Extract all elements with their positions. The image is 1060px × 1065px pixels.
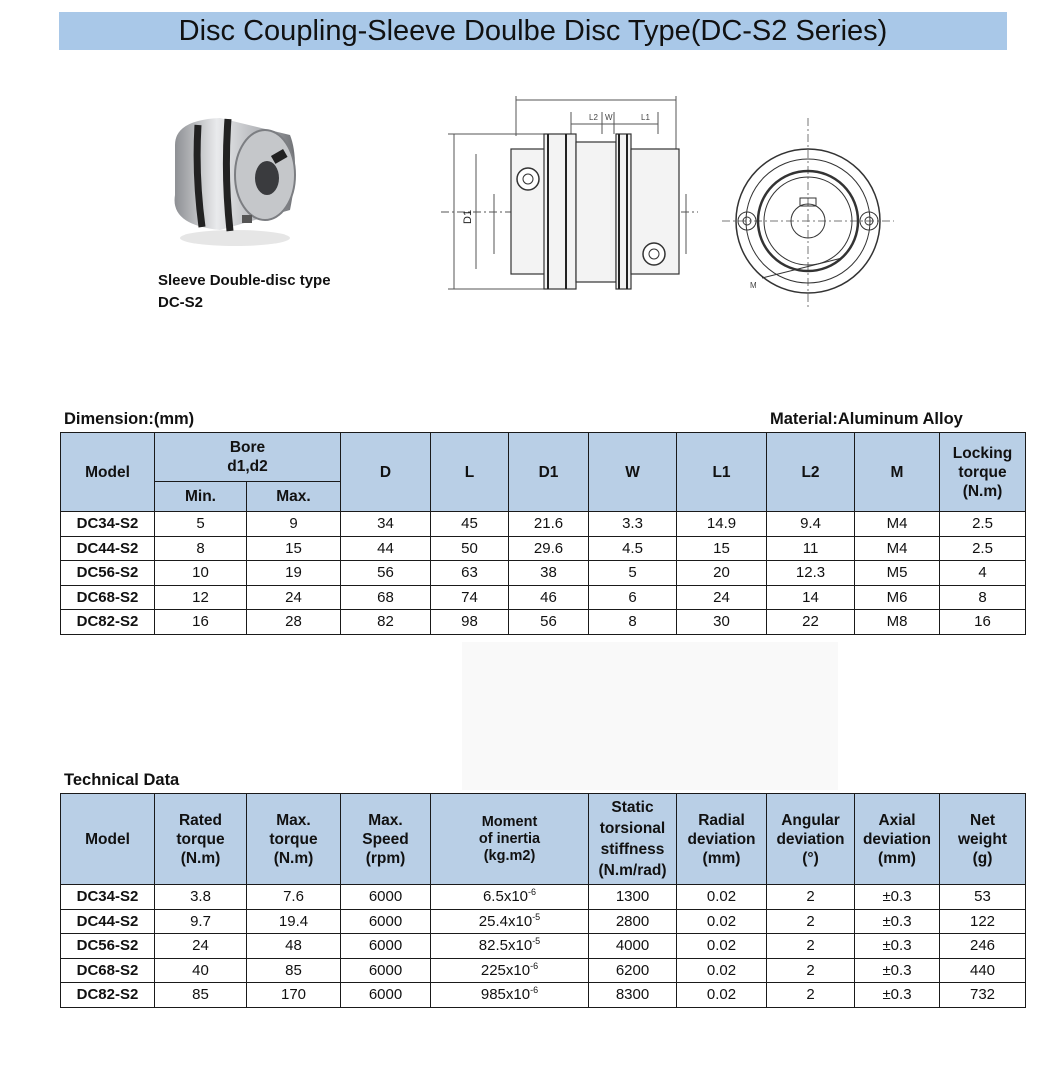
- model-cell: DC82-S2: [61, 610, 155, 635]
- value-cell: M6: [855, 585, 940, 610]
- value-cell: 50: [431, 536, 509, 561]
- col-w: W: [589, 433, 677, 512]
- technical-row: [61, 934, 1026, 959]
- value-cell: 12.3: [767, 561, 855, 586]
- caption-line2: DC-S2: [158, 294, 204, 311]
- col-d1: D1: [509, 433, 589, 512]
- value-cell: 3.3: [589, 512, 677, 537]
- technical-row: [61, 885, 1026, 910]
- value-cell: 38: [509, 561, 589, 586]
- model-cell: DC44-S2: [61, 536, 155, 561]
- dimension-row: [61, 585, 1026, 610]
- value-cell: 15: [247, 536, 341, 561]
- stiffness-cell: 2800: [589, 909, 677, 934]
- value-cell: 45: [431, 512, 509, 537]
- value-cell: 24: [677, 585, 767, 610]
- value-cell: M4: [855, 536, 940, 561]
- model-cell: DC44-S2: [61, 909, 155, 934]
- col-bore: Bore d1,d2: [155, 433, 341, 482]
- value-cell: 2.5: [940, 512, 1026, 537]
- caption-line1: Sleeve Double-disc type: [158, 272, 331, 289]
- rated-cell: 3.8: [155, 885, 247, 910]
- value-cell: M8: [855, 610, 940, 635]
- value-cell: 16: [155, 610, 247, 635]
- d1-label: D1: [462, 209, 474, 224]
- value-cell: 46: [509, 585, 589, 610]
- value-cell: 10: [155, 561, 247, 586]
- technical-row: [61, 958, 1026, 983]
- value-cell: 9: [247, 512, 341, 537]
- stiffness-cell: 6200: [589, 958, 677, 983]
- dimension-row: [61, 512, 1026, 537]
- m-label: M: [750, 281, 757, 290]
- tcol-model: Model: [61, 794, 155, 885]
- axial-cell: ±0.3: [855, 885, 940, 910]
- technical-heading: Technical Data: [64, 771, 180, 789]
- inertia-base: 225x10: [480, 961, 531, 979]
- dimension-row: [61, 561, 1026, 586]
- value-cell: 5: [589, 561, 677, 586]
- value-cell: M5: [855, 561, 940, 586]
- page-title: Disc Coupling-Sleeve Doulbe Disc Type(DC-S2 Series): [59, 12, 1007, 50]
- value-cell: 4: [940, 561, 1026, 586]
- inertia-cell: [431, 885, 589, 910]
- value-cell: 68: [341, 585, 431, 610]
- model-cell: DC34-S2: [61, 512, 155, 537]
- value-cell: M4: [855, 512, 940, 537]
- value-cell: 14: [767, 585, 855, 610]
- value-cell: 82: [341, 610, 431, 635]
- max-cell: 19.4: [247, 909, 341, 934]
- inertia-exponent: -6: [530, 985, 539, 996]
- value-cell: 56: [509, 610, 589, 635]
- axial-cell: ±0.3: [855, 983, 940, 1008]
- inertia-cell: [431, 958, 589, 983]
- inertia-cell: [431, 909, 589, 934]
- value-cell: 56: [341, 561, 431, 586]
- rated-cell: 40: [155, 958, 247, 983]
- radial-cell: 0.02: [677, 983, 767, 1008]
- speed-cell: 6000: [341, 885, 431, 910]
- angular-cell: 2: [767, 909, 855, 934]
- front-view-drawing: [722, 118, 894, 308]
- inertia-exponent: -6: [528, 887, 537, 898]
- model-cell: DC56-S2: [61, 934, 155, 959]
- model-cell: DC82-S2: [61, 983, 155, 1008]
- col-locking: Locking torque (N.m): [940, 433, 1026, 512]
- tcol-weight: Net weight (g): [940, 794, 1026, 885]
- value-cell: 8: [940, 585, 1026, 610]
- max-cell: 48: [247, 934, 341, 959]
- rated-cell: 24: [155, 934, 247, 959]
- value-cell: 4.5: [589, 536, 677, 561]
- dimension-table: [60, 432, 1026, 635]
- technical-table: [60, 793, 1026, 1008]
- value-cell: 9.4: [767, 512, 855, 537]
- max-cell: 85: [247, 958, 341, 983]
- radial-cell: 0.02: [677, 958, 767, 983]
- model-cell: DC68-S2: [61, 958, 155, 983]
- value-cell: 8: [589, 610, 677, 635]
- col-l2: L2: [767, 433, 855, 512]
- weight-cell: 53: [940, 885, 1026, 910]
- value-cell: 20: [677, 561, 767, 586]
- l1-label: L1: [641, 113, 650, 122]
- value-cell: 63: [431, 561, 509, 586]
- value-cell: 19: [247, 561, 341, 586]
- product-photo: [150, 100, 320, 250]
- w-label: W: [605, 113, 613, 122]
- stiffness-cell: 8300: [589, 983, 677, 1008]
- dimension-heading: Dimension:(mm): [64, 410, 195, 428]
- weight-cell: 246: [940, 934, 1026, 959]
- value-cell: 8: [155, 536, 247, 561]
- max-cell: 170: [247, 983, 341, 1008]
- stiffness-cell: 1300: [589, 885, 677, 910]
- value-cell: 15: [677, 536, 767, 561]
- material-label: Material:Aluminum Alloy: [770, 410, 963, 428]
- model-cell: DC56-S2: [61, 561, 155, 586]
- value-cell: 29.6: [509, 536, 589, 561]
- col-l: L: [431, 433, 509, 512]
- dimension-row: [61, 536, 1026, 561]
- model-cell: DC68-S2: [61, 585, 155, 610]
- rated-cell: 9.7: [155, 909, 247, 934]
- watermark: [462, 642, 838, 790]
- value-cell: 34: [341, 512, 431, 537]
- tcol-maxtorque: Max. torque (N.m): [247, 794, 341, 885]
- value-cell: 24: [247, 585, 341, 610]
- tcol-radial: Radial deviation (mm): [677, 794, 767, 885]
- speed-cell: 6000: [341, 934, 431, 959]
- inertia-base: 985x10: [480, 986, 531, 1004]
- inertia-exponent: -6: [530, 960, 539, 971]
- speed-cell: 6000: [341, 983, 431, 1008]
- tcol-axial: Axial deviation (mm): [855, 794, 940, 885]
- value-cell: 21.6: [509, 512, 589, 537]
- inertia-exponent: -5: [532, 911, 541, 922]
- col-bore-min: Min.: [155, 482, 247, 512]
- col-m: M: [855, 433, 940, 512]
- value-cell: 12: [155, 585, 247, 610]
- value-cell: 11: [767, 536, 855, 561]
- product-caption: [158, 270, 331, 314]
- angular-cell: 2: [767, 958, 855, 983]
- col-d: D: [341, 433, 431, 512]
- radial-cell: 0.02: [677, 909, 767, 934]
- weight-cell: 440: [940, 958, 1026, 983]
- axial-cell: ±0.3: [855, 909, 940, 934]
- value-cell: 5: [155, 512, 247, 537]
- value-cell: 16: [940, 610, 1026, 635]
- axial-cell: ±0.3: [855, 958, 940, 983]
- radial-cell: 0.02: [677, 934, 767, 959]
- col-l1: L1: [677, 433, 767, 512]
- value-cell: 6: [589, 585, 677, 610]
- inertia-cell: [431, 983, 589, 1008]
- dimension-row: [61, 610, 1026, 635]
- inertia-base: 6.5x10: [482, 888, 529, 906]
- side-view-drawing: [436, 94, 706, 304]
- tcol-rated: Rated torque (N.m): [155, 794, 247, 885]
- speed-cell: 6000: [341, 909, 431, 934]
- technical-row: [61, 909, 1026, 934]
- model-cell: DC34-S2: [61, 885, 155, 910]
- inertia-cell: [431, 934, 589, 959]
- value-cell: 98: [431, 610, 509, 635]
- speed-cell: 6000: [341, 958, 431, 983]
- tcol-stiffness: Static torsional stiffness (N.m/rad): [589, 794, 677, 885]
- weight-cell: 732: [940, 983, 1026, 1008]
- tcol-angular: Angular deviation (°): [767, 794, 855, 885]
- value-cell: 44: [341, 536, 431, 561]
- value-cell: 14.9: [677, 512, 767, 537]
- value-cell: 22: [767, 610, 855, 635]
- weight-cell: 122: [940, 909, 1026, 934]
- col-model: Model: [61, 433, 155, 512]
- stiffness-cell: 4000: [589, 934, 677, 959]
- value-cell: 30: [677, 610, 767, 635]
- angular-cell: 2: [767, 983, 855, 1008]
- tcol-speed: Max. Speed (rpm): [341, 794, 431, 885]
- tcol-inertia: Moment of inertia (kg.m2): [431, 794, 589, 885]
- value-cell: 74: [431, 585, 509, 610]
- col-bore-max: Max.: [247, 482, 341, 512]
- radial-cell: 0.02: [677, 885, 767, 910]
- inertia-base: 82.5x10: [478, 937, 533, 955]
- axial-cell: ±0.3: [855, 934, 940, 959]
- inertia-exponent: -5: [532, 936, 541, 947]
- rated-cell: 85: [155, 983, 247, 1008]
- angular-cell: 2: [767, 934, 855, 959]
- inertia-base: 25.4x10: [478, 912, 533, 930]
- max-cell: 7.6: [247, 885, 341, 910]
- value-cell: 2.5: [940, 536, 1026, 561]
- technical-row: [61, 983, 1026, 1008]
- angular-cell: 2: [767, 885, 855, 910]
- value-cell: 28: [247, 610, 341, 635]
- l2-label: L2: [589, 113, 598, 122]
